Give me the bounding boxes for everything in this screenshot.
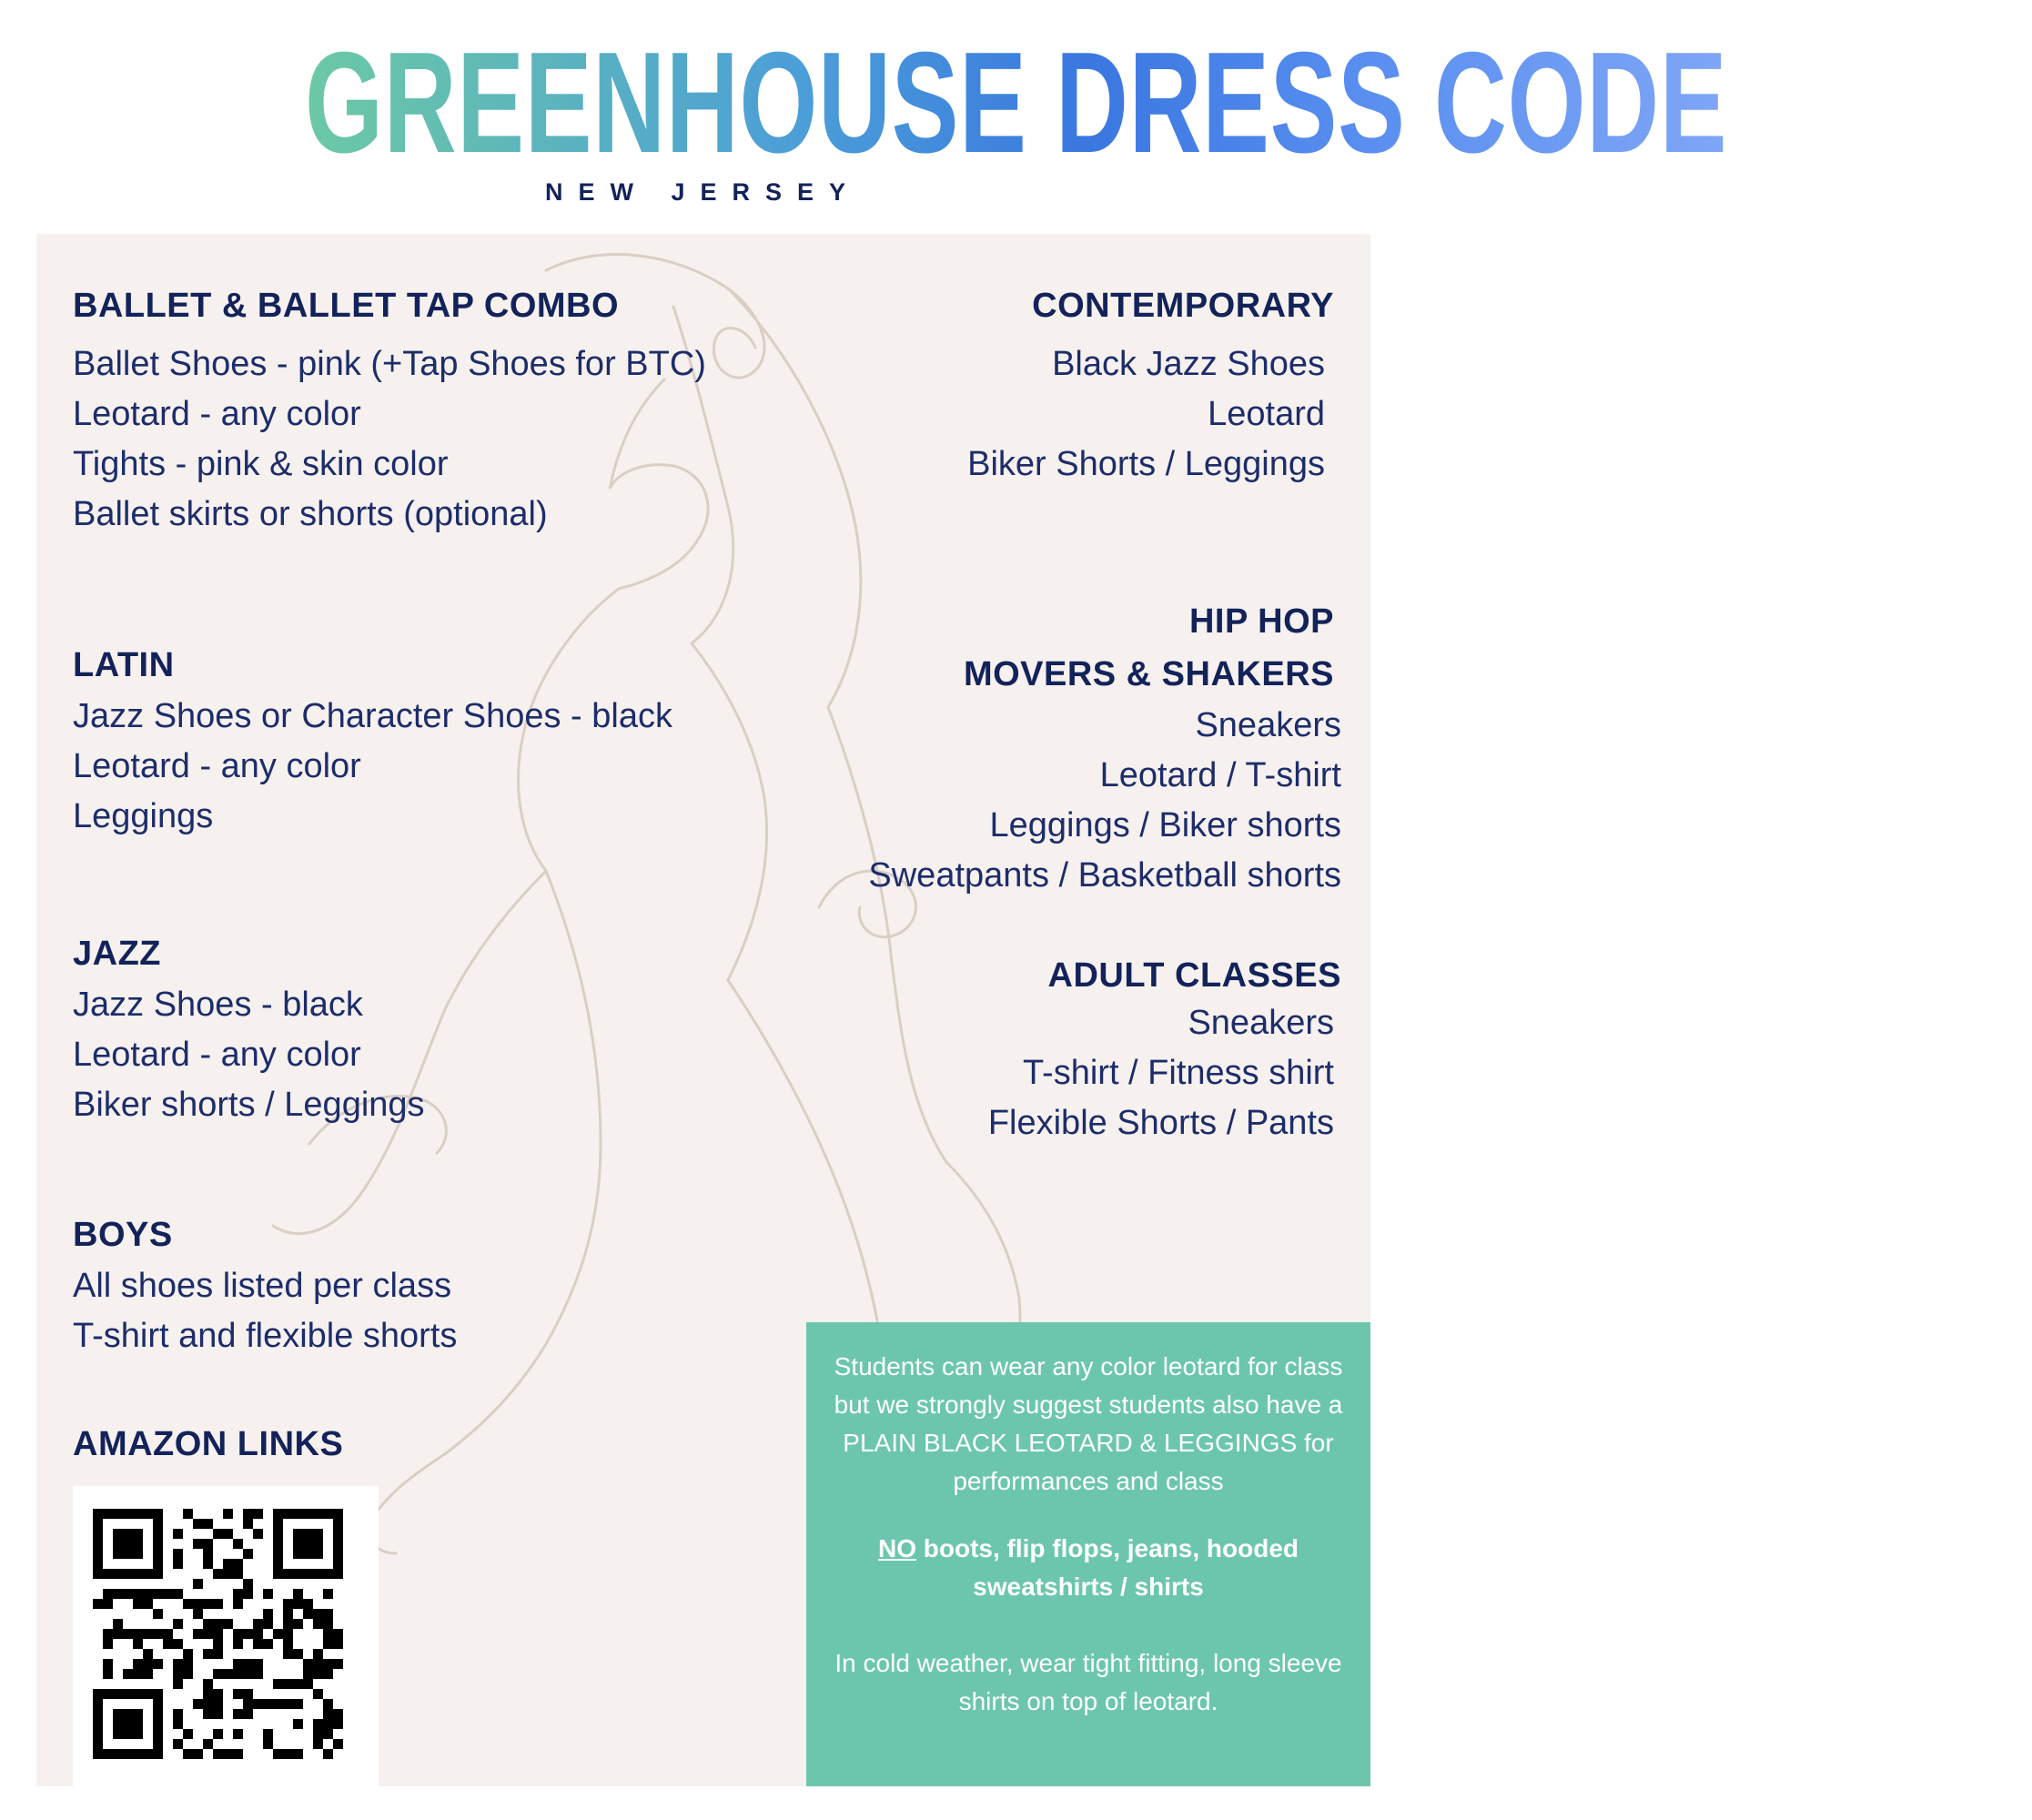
section-contemporary <box>967 285 1334 490</box>
section-hiphop <box>868 601 1341 901</box>
note-prohibited <box>834 1530 1343 1606</box>
heading-hiphop-line1: HIP HOP <box>1188 602 1334 641</box>
heading-boys: BOYS <box>73 1216 173 1254</box>
heading-amazon: AMAZON LINKS <box>73 1425 344 1463</box>
note-suggestion: Students can wear any color leotard for class but we strongly suggest students also have a PLAIN BLACK LEOTARD & LEGGINGS for performances and class <box>834 1352 1343 1495</box>
list-item: Sneakers <box>1188 1004 1334 1042</box>
list-item: Sweatpants / Basketball shorts <box>868 856 1341 895</box>
page-title: GREENHOUSE DRESS CODE <box>305 23 1728 183</box>
section-ballet <box>73 285 706 540</box>
heading-contemporary: CONTEMPORARY <box>1032 287 1334 325</box>
note-no-word: NO <box>878 1534 916 1562</box>
list-item: Biker shorts / Leggings <box>73 1086 425 1124</box>
heading-latin: LATIN <box>73 646 175 684</box>
list-item: Leotard - any color <box>73 1036 361 1074</box>
heading-ballet: BALLET & BALLET TAP COMBO <box>73 287 620 325</box>
heading-adult: ADULT CLASSES <box>1047 956 1341 995</box>
list-item: Leotard <box>1208 395 1325 433</box>
section-boys <box>73 1214 457 1361</box>
section-jazz <box>73 933 425 1130</box>
list-item: Flexible Shorts / Pants <box>987 1104 1334 1142</box>
section-adult <box>988 955 1341 1148</box>
qr-code-icon <box>73 1486 379 1786</box>
section-amazon <box>73 1423 343 1465</box>
list-item: T-shirt and flexible shorts <box>73 1317 458 1355</box>
page-title-wrap <box>0 23 1728 183</box>
heading-hiphop-line2: MOVERS & SHAKERS <box>963 655 1334 693</box>
list-item: Black Jazz Shoes <box>1052 345 1325 383</box>
list-item: Jazz Shoes or Character Shoes - black <box>73 697 672 735</box>
list-item: All shoes listed per class <box>73 1267 452 1305</box>
list-item: Leggings <box>73 797 214 835</box>
list-item: Tights - pink & skin color <box>73 445 449 483</box>
note-cold-weather: In cold weather, wear tight fitting, long sleeve shirts on top of leotard. <box>834 1649 1342 1715</box>
list-item: Jazz Shoes - black <box>73 986 363 1024</box>
qr-code[interactable] <box>73 1486 379 1786</box>
list-item: Leotard - any color <box>73 395 361 433</box>
list-item: T-shirt / Fitness shirt <box>1022 1054 1334 1092</box>
list-item: Leotard / T-shirt <box>1099 756 1341 794</box>
note-prohibited-items: boots, flip flops, jeans, hooded sweatshirts / shirts <box>916 1534 1299 1601</box>
list-item: Leotard - any color <box>73 747 361 785</box>
list-item: Leggings / Biker shorts <box>989 806 1341 844</box>
list-item: Ballet Shoes - pink (+Tap Shoes for BTC) <box>73 345 706 383</box>
list-item: Sneakers <box>1195 706 1341 744</box>
note-box <box>806 1322 1370 1786</box>
heading-jazz: JAZZ <box>73 935 161 973</box>
section-latin <box>73 644 672 842</box>
list-item: Biker Shorts / Leggings <box>967 445 1325 483</box>
page-subtitle: NEW JERSEY <box>544 178 862 206</box>
list-item: Ballet skirts or shorts (optional) <box>73 495 548 533</box>
